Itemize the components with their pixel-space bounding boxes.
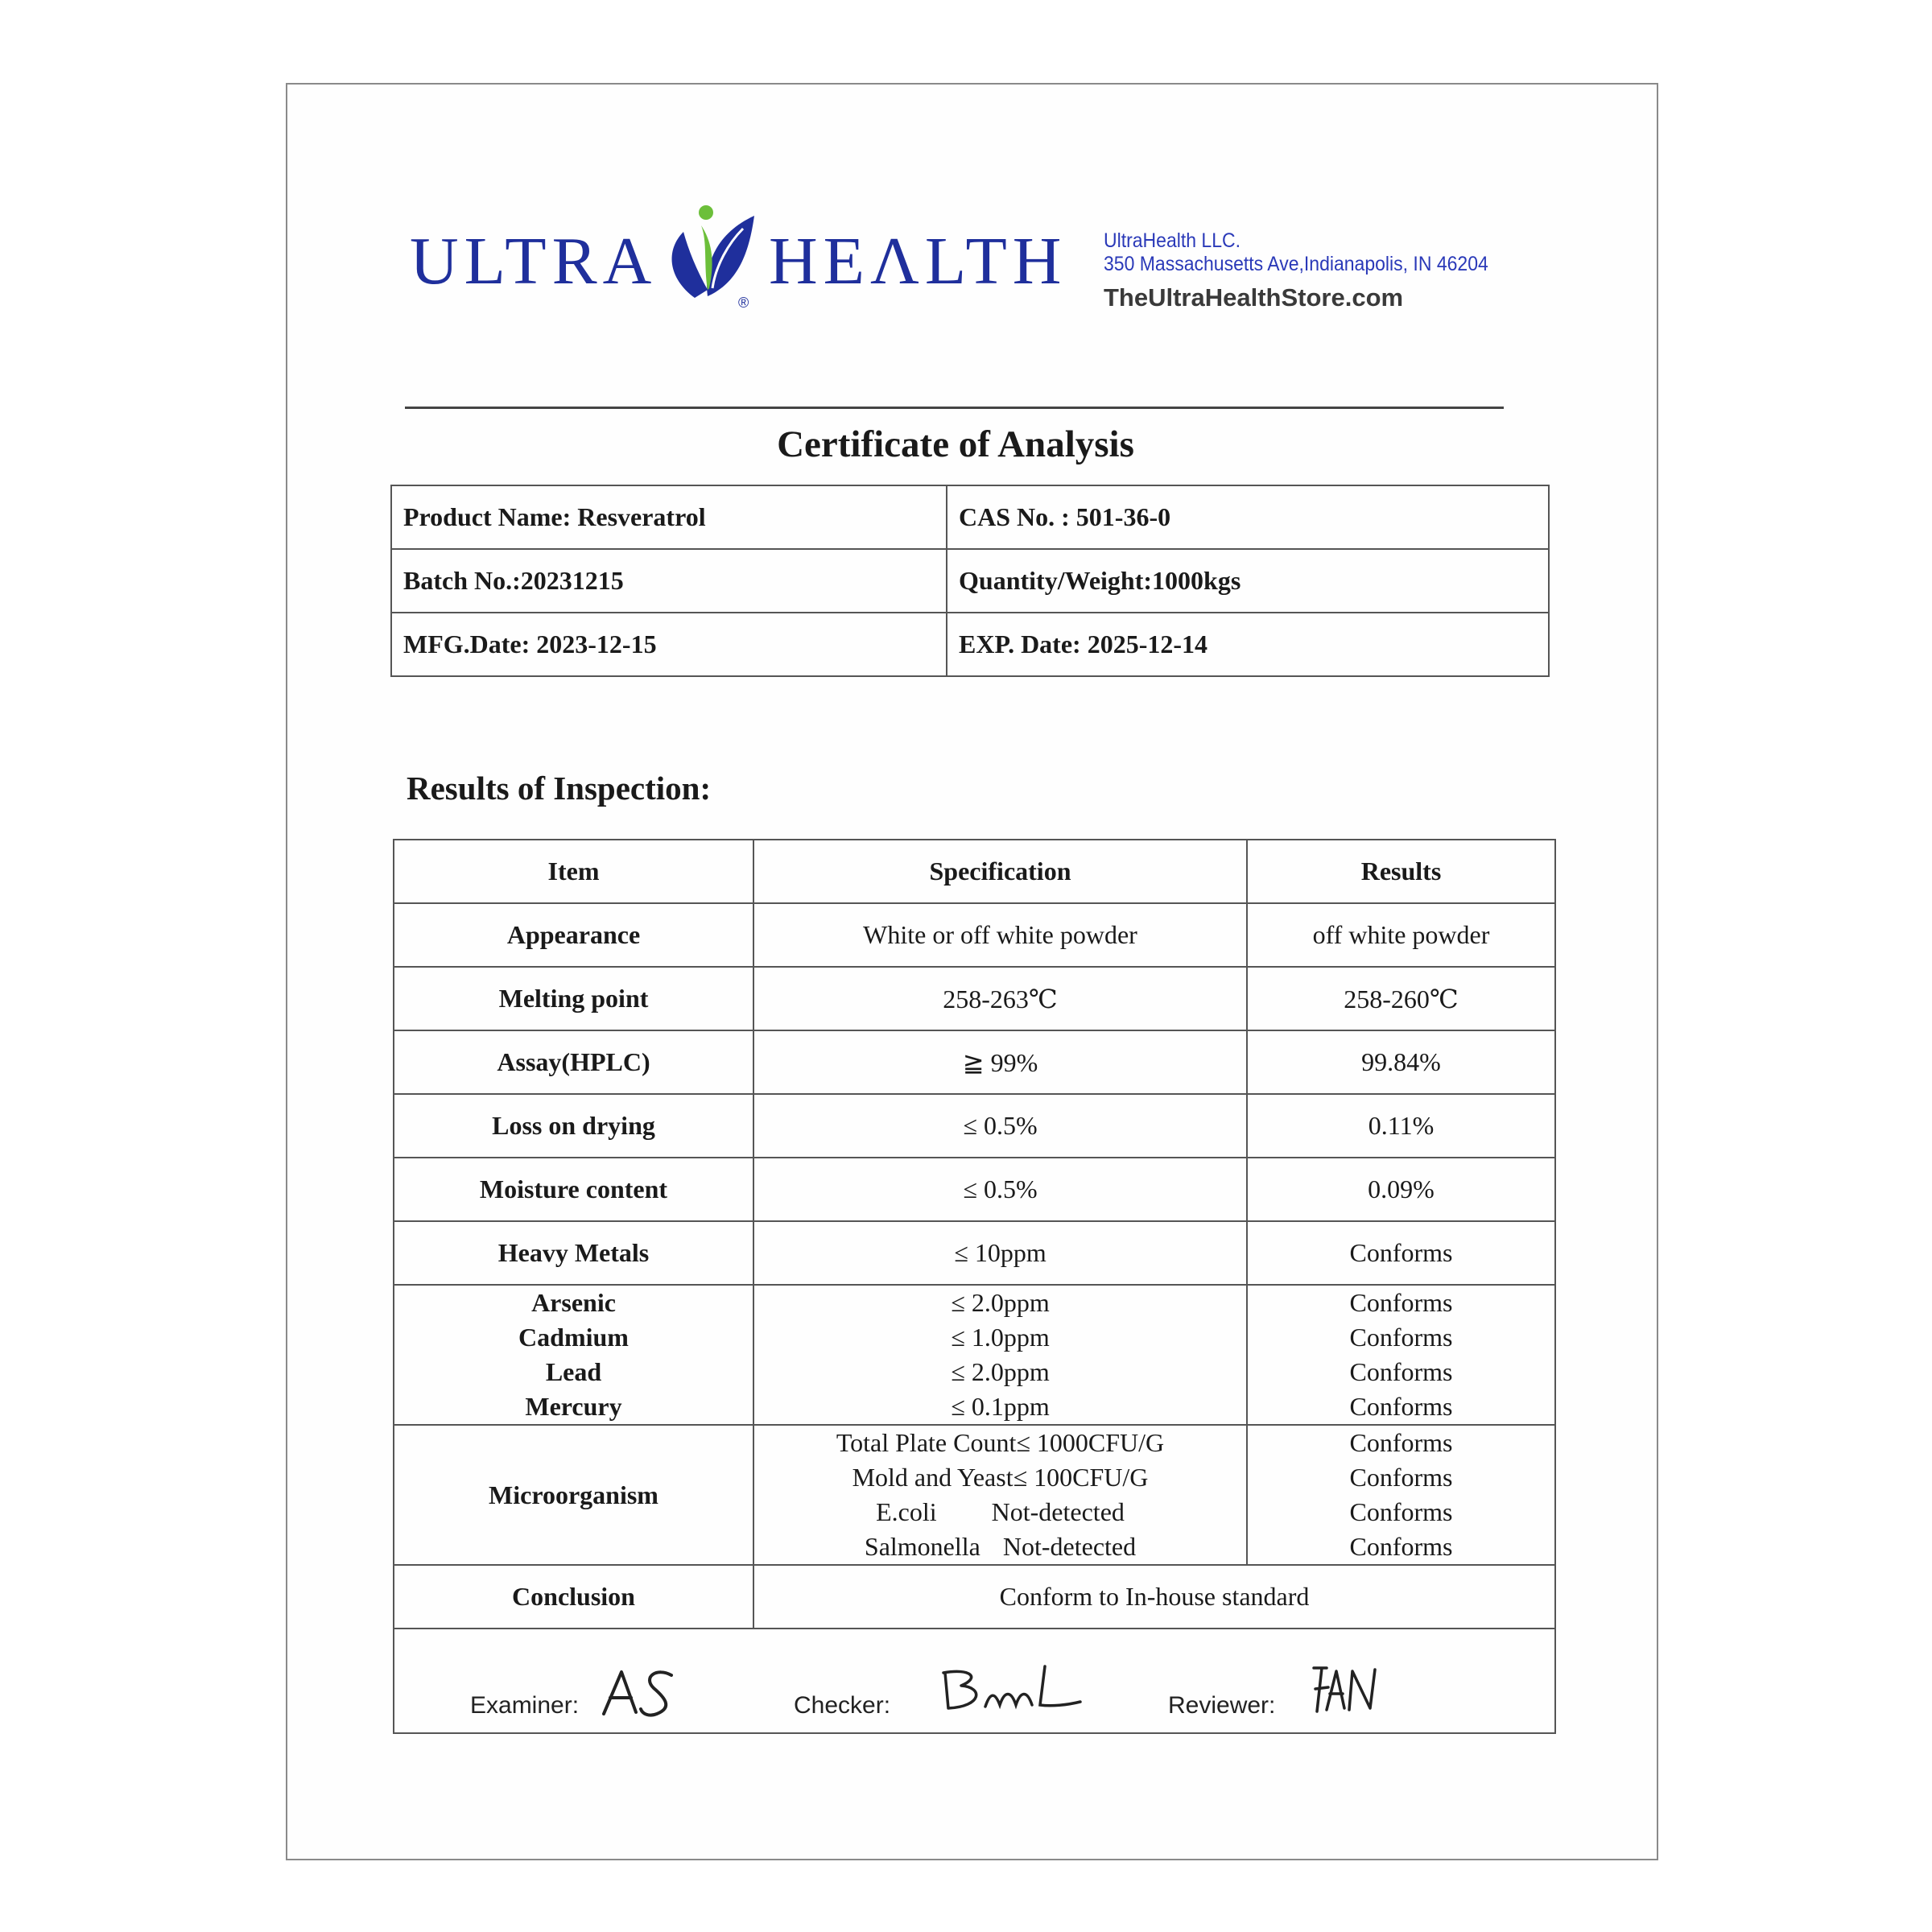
header-results: Results	[1247, 840, 1555, 903]
microorganism-specs	[753, 1425, 1247, 1565]
product-info-table	[390, 485, 1550, 677]
micro-spec-name: Salmonella	[864, 1532, 980, 1561]
micro-result: Conforms	[1349, 1497, 1453, 1526]
header-divider	[405, 407, 1504, 409]
reviewer-signature	[1309, 1662, 1381, 1718]
microorganism-row	[394, 1425, 1555, 1565]
metal-spec: ≤ 0.1ppm	[951, 1392, 1050, 1421]
micro-result: Conforms	[1349, 1428, 1453, 1457]
micro-spec-name: Mold and Yeast	[852, 1463, 1013, 1492]
table-row	[394, 1221, 1555, 1285]
row-item: Moisture content	[394, 1158, 753, 1221]
examiner-label: Examiner:	[470, 1692, 580, 1719]
company-address: 350 Massachusetts Ave,Indianapolis, IN 46204	[1104, 253, 1488, 275]
certificate-page	[286, 83, 1658, 1860]
table-row	[394, 1030, 1555, 1094]
row-result: 99.84%	[1247, 1030, 1555, 1094]
row-spec: ≤ 0.5%	[753, 1094, 1247, 1158]
metals-row	[394, 1285, 1555, 1425]
metal-result: Conforms	[1349, 1357, 1453, 1386]
conclusion-item: Conclusion	[394, 1565, 753, 1629]
table-row	[394, 967, 1555, 1030]
reviewer-label: Reviewer:	[1168, 1692, 1276, 1719]
registered-mark: ®	[738, 295, 749, 311]
micro-spec-name: E.coli	[876, 1497, 937, 1526]
metals-specs	[753, 1285, 1247, 1425]
table-row	[394, 1158, 1555, 1221]
micro-spec	[759, 1530, 1241, 1564]
batch-number: Batch No.:20231215	[391, 549, 947, 613]
microorganism-item: Microorganism	[394, 1425, 753, 1565]
header-specification: Specification	[753, 840, 1247, 903]
micro-spec-value: Not-detected	[991, 1497, 1125, 1526]
micro-spec-name: Total Plate Count	[836, 1428, 1017, 1457]
row-item: Appearance	[394, 903, 753, 967]
row-item: Melting point	[394, 967, 753, 1030]
metal-result: Conforms	[1349, 1392, 1453, 1421]
micro-result: Conforms	[1349, 1463, 1453, 1492]
row-result: 0.11%	[1247, 1094, 1555, 1158]
exp-date: EXP. Date: 2025-12-14	[947, 613, 1549, 676]
metal-item: Lead	[545, 1357, 602, 1386]
results-table	[393, 839, 1556, 1734]
header-item: Item	[394, 840, 753, 903]
metal-spec: ≤ 2.0ppm	[951, 1357, 1050, 1386]
row-result: Conforms	[1247, 1221, 1555, 1285]
row-spec: 258-263℃	[753, 967, 1247, 1030]
row-item: Heavy Metals	[394, 1221, 753, 1285]
microorganism-results	[1247, 1425, 1555, 1565]
row-result: 0.09%	[1247, 1158, 1555, 1221]
conclusion-row	[394, 1565, 1555, 1629]
logo-text-ultra: ULTRA	[410, 224, 658, 299]
signature-area	[399, 1629, 1550, 1732]
micro-spec-value: ≤ 100CFU/G	[1013, 1463, 1149, 1492]
company-name: UltraHealth LLC.	[1104, 229, 1241, 252]
metal-item: Cadmium	[518, 1323, 629, 1352]
mfg-date: MFG.Date: 2023-12-15	[391, 613, 947, 676]
row-spec: White or off white powder	[753, 903, 1247, 967]
metals-items	[394, 1285, 753, 1425]
examiner-signature	[601, 1666, 681, 1722]
results-header-row	[394, 840, 1555, 903]
micro-result: Conforms	[1349, 1532, 1453, 1561]
metal-item: Arsenic	[531, 1288, 616, 1317]
row-spec: ≤ 0.5%	[753, 1158, 1247, 1221]
product-name: Product Name: Resveratrol	[391, 485, 947, 549]
row-spec: ≤ 10ppm	[753, 1221, 1247, 1285]
info-row	[391, 549, 1549, 613]
row-result: 258-260℃	[1247, 967, 1555, 1030]
conclusion-text: Conform to In-house standard	[753, 1565, 1555, 1629]
table-row	[394, 1094, 1555, 1158]
leaf-logo-icon	[659, 201, 760, 314]
cas-number: CAS No. : 501-36-0	[947, 485, 1549, 549]
checker-label: Checker:	[794, 1692, 891, 1719]
micro-spec	[759, 1426, 1241, 1460]
micro-spec	[759, 1495, 1241, 1530]
info-row	[391, 613, 1549, 676]
company-website[interactable]: TheUltraHealthStore.com	[1104, 283, 1404, 312]
metal-spec: ≤ 2.0ppm	[951, 1288, 1050, 1317]
metal-item: Mercury	[525, 1392, 622, 1421]
signature-cell	[394, 1629, 1555, 1733]
results-heading: Results of Inspection:	[407, 770, 712, 807]
company-info	[1104, 229, 1521, 312]
row-spec: ≧ 99%	[753, 1030, 1247, 1094]
metals-results	[1247, 1285, 1555, 1425]
row-item: Loss on drying	[394, 1094, 753, 1158]
table-row	[394, 903, 1555, 967]
metal-spec: ≤ 1.0ppm	[951, 1323, 1050, 1352]
metal-result: Conforms	[1349, 1323, 1453, 1352]
row-result: off white powder	[1247, 903, 1555, 967]
info-row	[391, 485, 1549, 549]
micro-spec-value: ≤ 1000CFU/G	[1016, 1428, 1165, 1457]
signature-row	[394, 1629, 1555, 1733]
micro-spec-value: Not-detected	[1002, 1532, 1137, 1561]
row-item: Assay(HPLC)	[394, 1030, 753, 1094]
metal-result: Conforms	[1349, 1288, 1453, 1317]
micro-spec	[759, 1460, 1241, 1495]
quantity-weight: Quantity/Weight:1000kgs	[947, 549, 1549, 613]
document-title: Certificate of Analysis	[777, 423, 1134, 465]
logo-text-health: HEΛLTH	[769, 224, 1067, 299]
checker-signature	[939, 1662, 1084, 1718]
